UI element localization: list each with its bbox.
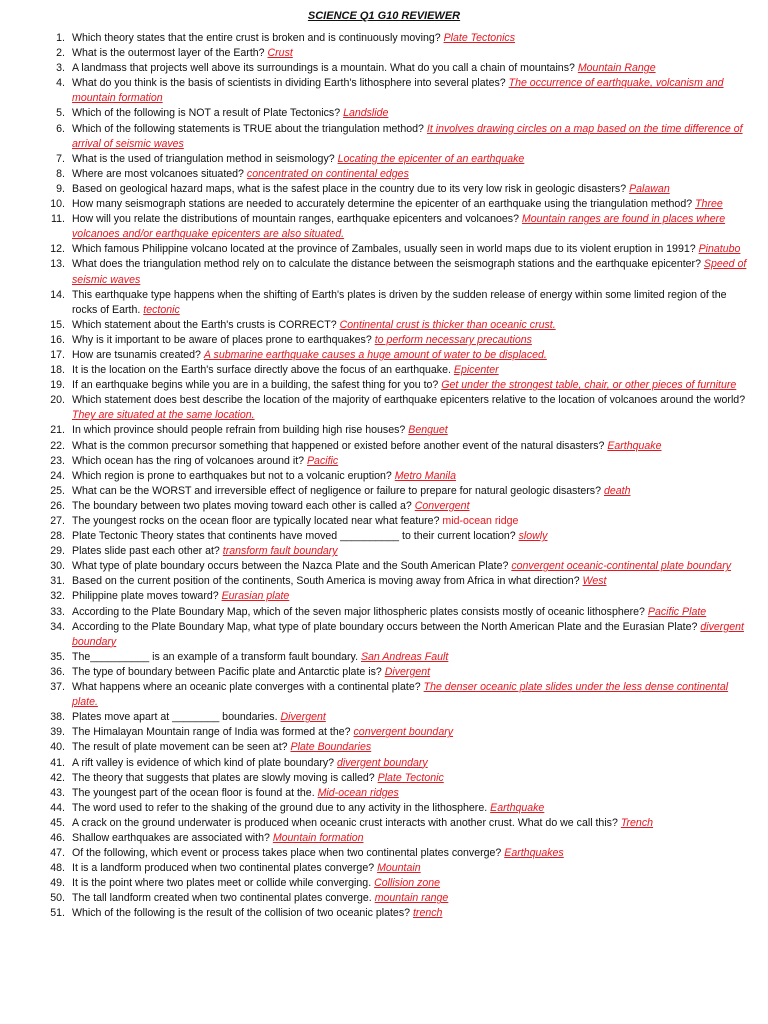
question-body	[72, 680, 754, 710]
question-body	[72, 439, 754, 454]
question-body	[72, 333, 754, 348]
question-item	[0, 559, 768, 574]
question-number: 43.	[50, 786, 65, 799]
question-number: 42.	[50, 771, 65, 784]
question-number: 9.	[56, 182, 65, 195]
question-body	[72, 393, 754, 423]
question-item	[0, 574, 768, 589]
answer-text: Plate Tectonic	[377, 771, 444, 784]
answer-text: Mountain formation	[272, 831, 364, 844]
question-item	[0, 529, 768, 544]
question-body	[72, 318, 754, 333]
question-text: It is the location on the Earth's surface directly above the focus of an earthquake.	[72, 364, 451, 377]
question-item	[0, 152, 768, 167]
answer-text: The denser oceanic plate slides under the less dense continental plate.	[72, 681, 729, 709]
question-number: 19.	[50, 379, 65, 392]
answer-text: It involves drawing circles on a map based on the time difference of arrival of seismic waves	[72, 122, 743, 150]
question-body	[72, 725, 754, 740]
question-number: 22.	[50, 439, 65, 452]
question-text: Which famous Philippine volcano located at the province of Zambales, usually seen in world maps due to its violent eruption in 1991?	[72, 243, 696, 256]
question-item	[0, 318, 768, 333]
question-body	[72, 589, 754, 604]
question-number: 8.	[56, 167, 65, 180]
answer-text: divergent boundary	[337, 756, 428, 769]
question-text: What is the outermost layer of the Earth?	[72, 47, 265, 60]
question-body	[72, 605, 754, 620]
question-number: 31.	[50, 575, 65, 588]
answer-text: Earthquakes	[504, 847, 564, 860]
question-item	[0, 756, 768, 771]
question-item	[0, 846, 768, 861]
question-number: 13.	[50, 258, 65, 271]
question-item	[0, 876, 768, 891]
question-number: 15.	[50, 318, 65, 331]
document-title: SCIENCE Q1 G10 REVIEWER	[307, 10, 461, 22]
question-item	[0, 771, 768, 786]
question-number: 39.	[50, 726, 65, 739]
answer-text: Plate Tectonics	[443, 32, 516, 44]
question-text: The youngest part of the ocean floor is found at the.	[72, 786, 315, 799]
question-number: 44.	[50, 801, 65, 814]
answer-text: Crust	[267, 47, 293, 60]
question-body	[72, 76, 754, 106]
question-item	[0, 439, 768, 454]
question-item	[0, 740, 768, 755]
question-body	[72, 846, 754, 861]
question-text: What can be the WORST and irreversible effect of negligence or failure to prepare for natural geologic disasters?	[72, 484, 601, 497]
question-item	[0, 514, 768, 529]
answer-text: Pacific Plate	[647, 605, 707, 618]
question-text: Plates slide past each other at?	[72, 545, 220, 558]
question-number: 12.	[50, 243, 65, 256]
question-body	[72, 831, 754, 846]
answer-text: Palawan	[629, 182, 670, 195]
question-number: 21.	[50, 424, 65, 437]
question-item	[0, 378, 768, 393]
question-text: How many seismograph stations are needed to accurately determine the epicenter of an earthquake using the triangulation method?	[72, 198, 693, 211]
question-number: 33.	[50, 605, 65, 618]
question-number: 5.	[56, 107, 65, 120]
question-item	[0, 167, 768, 182]
question-number: 28.	[50, 530, 65, 543]
question-text: Which theory states that the entire crust is broken and is continuously moving?	[72, 32, 441, 44]
answer-text: mid-ocean ridge	[442, 515, 519, 527]
question-number: 35.	[50, 650, 65, 663]
question-body	[72, 891, 754, 906]
question-body	[72, 574, 754, 589]
question-number: 16.	[50, 333, 65, 346]
question-item	[0, 212, 768, 242]
answer-text: mountain range	[374, 892, 449, 905]
question-body	[72, 167, 754, 182]
question-body	[72, 650, 754, 665]
question-text: A rift valley is evidence of which kind of plate boundary?	[72, 756, 335, 769]
question-body	[72, 363, 754, 378]
question-body	[72, 499, 754, 514]
question-body	[72, 559, 754, 574]
question-item	[0, 31, 768, 46]
question-text: Which ocean has the ring of volcanoes around it?	[72, 454, 305, 467]
answer-text: San Andreas Fault	[360, 650, 449, 663]
question-number: 29.	[50, 545, 65, 558]
answer-text: Plate Boundaries	[290, 741, 372, 754]
answer-text: Epicenter	[453, 364, 499, 377]
question-text: The tall landform created when two continental plates converge.	[72, 892, 372, 905]
question-body	[72, 212, 754, 242]
answer-text: convergent oceanic-continental plate boundary	[511, 560, 732, 573]
question-text: A landmass that projects well above its surroundings is a mountain. What do you call a chain of mountains?	[72, 62, 575, 75]
question-number: 14.	[50, 288, 65, 301]
answer-text: Mountain	[377, 862, 421, 875]
question-item	[0, 423, 768, 438]
question-text: Why is it important to be aware of places prone to earthquakes?	[72, 333, 372, 346]
question-number: 50.	[50, 892, 65, 905]
question-item	[0, 499, 768, 514]
answer-text: Divergent	[384, 665, 431, 678]
answer-text: Collision zone	[374, 877, 441, 890]
question-item	[0, 46, 768, 61]
question-text: The word used to refer to the shaking of the ground due to any activity in the lithosphere.	[72, 801, 488, 814]
question-body	[72, 122, 754, 152]
question-body	[72, 182, 754, 197]
question-number: 6.	[56, 122, 65, 135]
answer-text: Trench	[620, 816, 654, 829]
question-text: Philippine plate moves toward?	[72, 590, 219, 603]
question-text: The Himalayan Mountain range of India was formed at the?	[72, 726, 351, 739]
answer-text: trench	[412, 907, 443, 920]
question-text: Which statement about the Earth's crusts is CORRECT?	[72, 318, 337, 331]
question-item	[0, 665, 768, 680]
answer-text: Pacific	[306, 454, 339, 467]
answer-text: Locating the epicenter of an earthquake	[337, 152, 525, 165]
answer-text: transform fault boundary	[222, 545, 338, 558]
answer-text: West	[582, 575, 607, 588]
question-item	[0, 801, 768, 816]
question-text: Which region is prone to earthquakes but not to a volcanic eruption?	[72, 469, 392, 482]
question-body	[72, 756, 754, 771]
question-body	[72, 423, 754, 438]
question-body	[72, 786, 754, 801]
question-number: 27.	[50, 515, 65, 527]
question-body	[72, 861, 754, 876]
question-body	[72, 378, 754, 393]
question-item	[0, 469, 768, 484]
question-body	[72, 710, 754, 725]
answer-text: concentrated on continental edges	[246, 167, 409, 180]
question-number: 37.	[50, 681, 65, 694]
question-item	[0, 363, 768, 378]
question-number: 1.	[56, 32, 65, 44]
question-number: 11.	[51, 213, 65, 226]
question-text: The type of boundary between Pacific plate and Antarctic plate is?	[72, 665, 382, 678]
question-text: The result of plate movement can be seen at?	[72, 741, 288, 754]
question-number: 45.	[50, 816, 65, 829]
question-text: In which province should people refrain from building high rise houses?	[72, 424, 406, 437]
question-text: Which statement does best describe the location of the majority of earthquake epicenters relative to the location of volcanoes around the world?	[72, 394, 746, 407]
question-number: 48.	[50, 862, 65, 875]
answer-text: Three	[695, 198, 723, 211]
question-text: The__________ is an example of a transform fault boundary.	[72, 650, 359, 663]
question-item	[0, 454, 768, 469]
question-item	[0, 106, 768, 121]
question-text: Based on the current position of the continents, South America is moving away from Africa in what direction?	[72, 575, 580, 588]
answer-text: A submarine earthquake causes a huge amount of water to be displaced.	[203, 348, 547, 361]
question-number: 30.	[50, 560, 65, 573]
question-text: What type of plate boundary occurs between the Nazca Plate and the South American Plate?	[72, 560, 509, 573]
question-number: 10.	[50, 198, 65, 211]
question-body	[72, 469, 754, 484]
question-body	[72, 152, 754, 167]
question-body	[72, 257, 754, 287]
question-text: The youngest rocks on the ocean floor are typically located near what feature?	[72, 515, 440, 527]
question-body	[72, 348, 754, 363]
question-number: 24.	[50, 469, 65, 482]
question-item	[0, 831, 768, 846]
question-item	[0, 786, 768, 801]
answer-text: Convergent	[414, 499, 470, 512]
answer-text: convergent boundary	[353, 726, 454, 739]
question-number: 17.	[50, 348, 65, 361]
question-body	[72, 529, 754, 544]
question-number: 7.	[56, 152, 65, 165]
question-text: What does the triangulation method rely on to calculate the distance between the seismograph stations and the earthquake epicenter?	[72, 258, 701, 271]
question-text: It is the point where two plates meet or collide while converging.	[72, 877, 372, 890]
question-number: 4.	[56, 77, 65, 90]
question-item	[0, 710, 768, 725]
question-number: 38.	[50, 711, 65, 724]
answer-text: Benguet	[408, 424, 448, 437]
question-body	[72, 61, 754, 76]
answer-text: Eurasian plate	[221, 590, 290, 603]
question-item	[0, 605, 768, 620]
question-body	[72, 771, 754, 786]
question-item	[0, 891, 768, 906]
question-text: What do you think is the basis of scientists in dividing Earth's lithosphere into several plates?	[72, 77, 506, 90]
question-text: How are tsunamis created?	[72, 348, 201, 361]
answer-text: death	[603, 484, 631, 497]
question-item	[0, 544, 768, 559]
question-body	[72, 620, 754, 650]
answer-text: Metro Manila	[394, 469, 456, 482]
question-item	[0, 906, 768, 921]
question-body	[72, 906, 754, 921]
question-number: 47.	[50, 847, 65, 860]
question-body	[72, 454, 754, 469]
question-number: 23.	[50, 454, 65, 467]
question-number: 36.	[50, 665, 65, 678]
question-text: Based on geological hazard maps, what is the safest place in the country due to its very low risk in geologic disasters?	[72, 182, 627, 195]
question-number: 40.	[50, 741, 65, 754]
question-text: Plates move apart at ________ boundaries.	[72, 711, 278, 724]
question-body	[72, 514, 754, 529]
answer-text: Mid-ocean ridges	[317, 786, 399, 799]
answer-text: Landslide	[343, 107, 389, 120]
answer-text: Earthquake	[490, 801, 545, 814]
question-number: 18.	[50, 364, 65, 377]
question-text: How will you relate the distributions of mountain ranges, earthquake epicenters and volcanoes?	[72, 213, 519, 226]
question-item	[0, 197, 768, 212]
answer-text: The occurrence of earthquake, volcanism and mountain formation	[72, 77, 724, 105]
question-number: 3.	[56, 62, 65, 75]
answer-text: Earthquake	[607, 439, 662, 452]
answer-text: slowly	[518, 530, 548, 543]
answer-text: divergent boundary	[72, 620, 744, 648]
question-body	[72, 242, 754, 257]
answer-text: Mountain ranges are found in places where volcanoes and/or earthquake epicenters are also situated.	[72, 213, 726, 241]
question-text: The boundary between two plates moving toward each other is called a?	[72, 499, 412, 512]
question-item	[0, 484, 768, 499]
question-body	[72, 816, 754, 831]
question-text: What is the common precursor something that happened or existed before another event of the natural disasters?	[72, 439, 605, 452]
question-number: 20.	[50, 394, 65, 407]
question-item	[0, 61, 768, 76]
question-number: 51.	[50, 907, 65, 920]
question-text: If an earthquake begins while you are in a building, the safest thing for you to?	[72, 379, 439, 392]
question-body	[72, 197, 754, 212]
question-text: The theory that suggests that plates are slowly moving is called?	[72, 771, 375, 784]
question-number: 2.	[56, 47, 65, 60]
question-body	[72, 544, 754, 559]
question-item	[0, 650, 768, 665]
question-body	[72, 288, 754, 318]
question-item	[0, 288, 768, 318]
question-text: Which of the following is NOT a result of Plate Tectonics?	[72, 107, 341, 120]
question-body	[72, 106, 754, 121]
answer-text: They are situated at the same location.	[72, 409, 255, 422]
question-text: This earthquake type happens when the shifting of Earth's plates is driven by the sudden release of energy within some limited region of the rocks of Earth.	[72, 288, 727, 316]
question-list	[0, 31, 768, 922]
answer-text: Get under the strongest table, chair, or other pieces of furniture	[441, 379, 737, 392]
question-text: According to the Plate Boundary Map, which of the seven major lithospheric plates consists mostly of oceanic lithosphere?	[72, 605, 645, 618]
question-text: Which of the following is the result of the collision of two oceanic plates?	[72, 907, 411, 920]
question-item	[0, 861, 768, 876]
question-item	[0, 589, 768, 604]
question-item	[0, 680, 768, 710]
answer-text: Continental crust is thicker than oceanic crust.	[339, 318, 556, 331]
question-text: What is the used of triangulation method in seismology?	[72, 152, 335, 165]
question-text: A crack on the ground underwater is produced when oceanic crust interacts with another crust. What do we call this?	[72, 816, 618, 829]
question-item	[0, 257, 768, 287]
question-item	[0, 333, 768, 348]
question-item	[0, 76, 768, 106]
question-item	[0, 122, 768, 152]
question-item	[0, 348, 768, 363]
answer-text: Mountain Range	[577, 62, 656, 75]
answer-text: Divergent	[280, 711, 326, 724]
question-item	[0, 393, 768, 423]
answer-text: to perform necessary precautions	[374, 333, 532, 346]
question-body	[72, 801, 754, 816]
question-text: Which of the following statements is TRUE about the triangulation method?	[72, 122, 424, 135]
question-body	[72, 876, 754, 891]
question-item	[0, 725, 768, 740]
answer-text: Speed of seismic waves	[72, 258, 747, 286]
question-item	[0, 816, 768, 831]
question-body	[72, 31, 754, 46]
answer-text: Pinatubo	[698, 243, 741, 256]
question-text: What happens where an oceanic plate converges with a continental plate?	[72, 681, 421, 694]
question-item	[0, 242, 768, 257]
question-number: 32.	[50, 590, 65, 603]
question-number: 49.	[50, 877, 65, 890]
question-number: 34.	[50, 620, 65, 633]
question-text: Shallow earthquakes are associated with?	[72, 831, 270, 844]
question-body	[72, 665, 754, 680]
question-number: 25.	[50, 484, 65, 497]
question-body	[72, 46, 754, 61]
question-number: 46.	[50, 831, 65, 844]
question-text: Of the following, which event or process takes place when two continental plates converge?	[72, 847, 502, 860]
question-text: According to the Plate Boundary Map, what type of plate boundary occurs between the North American Plate and the Eurasian Plate?	[72, 620, 698, 633]
question-text: Plate Tectonic Theory states that continents have moved __________ to their current location?	[72, 530, 516, 543]
question-body	[72, 484, 754, 499]
question-text: It is a landform produced when two continental plates converge?	[72, 862, 375, 875]
question-item	[0, 620, 768, 650]
question-number: 26.	[50, 499, 65, 512]
question-body	[72, 740, 754, 755]
question-text: Where are most volcanoes situated?	[72, 167, 244, 180]
question-item	[0, 182, 768, 197]
question-number: 41.	[50, 756, 65, 769]
answer-text: tectonic	[143, 303, 180, 316]
